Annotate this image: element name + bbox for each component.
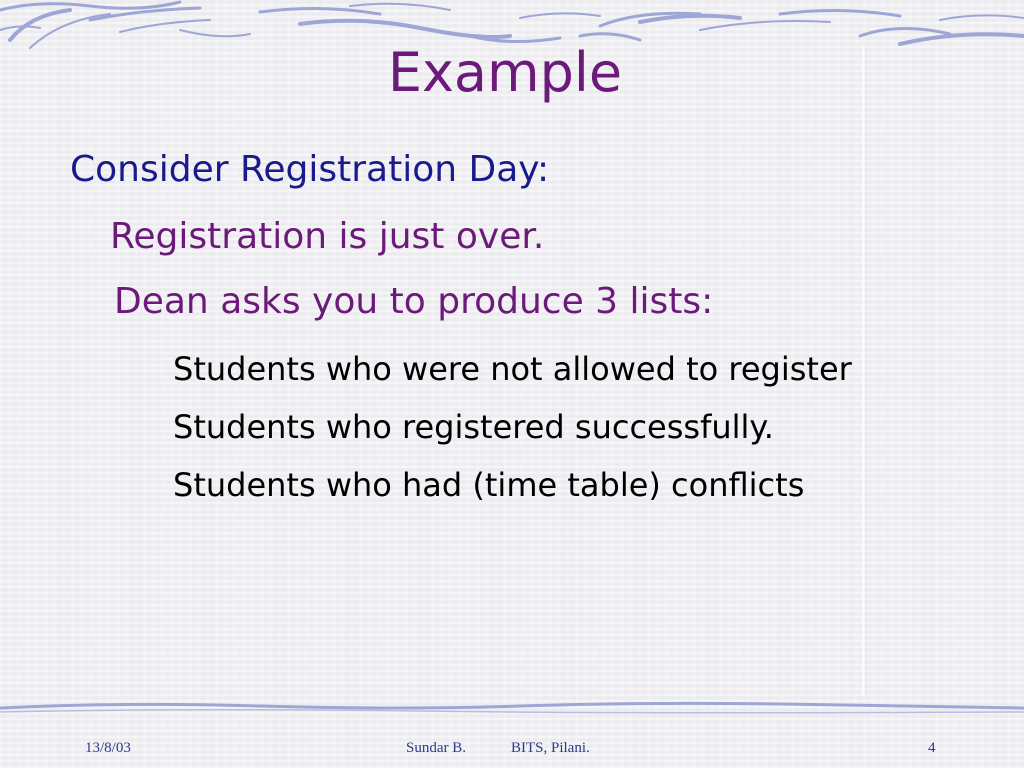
slide-title: Example (387, 41, 623, 104)
footer-institution: BITS, Pilani. (511, 740, 590, 756)
bullet-level2-registration-over: Registration is just over. (110, 216, 545, 257)
bullet-level3-not-allowed: Students who were not allowed to register (173, 350, 852, 388)
footer-author: Sundar B. (406, 740, 466, 756)
footer-page-number: 4 (928, 740, 936, 756)
footer-date: 13/8/03 (85, 740, 131, 756)
bullet-level1: Consider Registration Day: (70, 149, 550, 190)
bullet-level3-conflicts: Students who had (time table) conflicts (173, 466, 805, 504)
bullet-level3-registered: Students who registered successfully. (173, 408, 774, 446)
bullet-level2-dean-request: Dean asks you to produce 3 lists: (114, 281, 714, 322)
